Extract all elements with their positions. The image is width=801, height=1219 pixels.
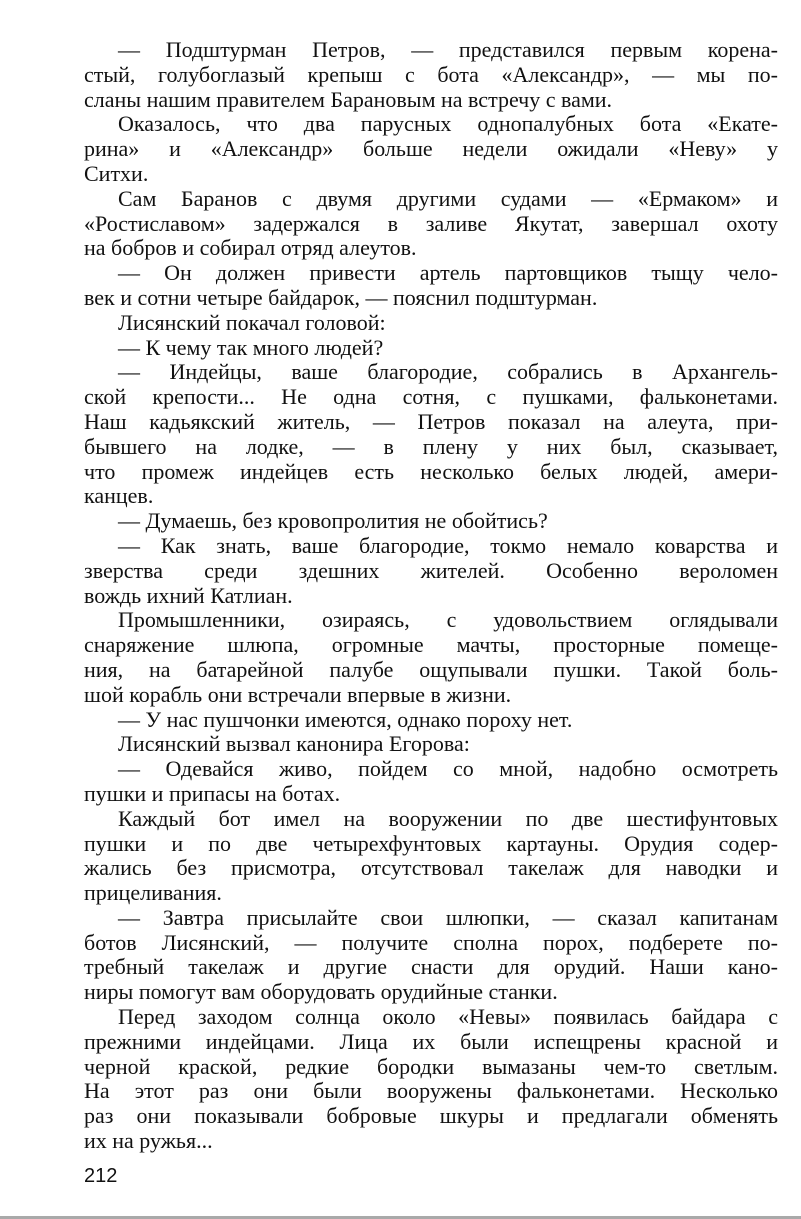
text-line: Каждый бот имел на вооружении по две шестифунтовых	[118, 805, 778, 831]
text-line: пушки и по две четырехфунтовых картауны. Орудия содер-	[84, 830, 778, 856]
text-line: бывшего на лодке, — в плену у них был, сказывает,	[84, 433, 778, 459]
paragraph	[84, 360, 778, 509]
body-text	[84, 38, 778, 1154]
text-line: раз они показывали бобровые шкуры и предлагали обменять	[84, 1103, 778, 1129]
text-line: их на ружья...	[84, 1128, 213, 1154]
paragraph	[84, 906, 778, 1005]
text-line: — Одевайся живо, пойдем со мной, надобно осмотреть	[118, 756, 778, 782]
text-line: ботов Лисянский, — получите сполна порох, подберете по-	[84, 929, 778, 955]
text-line: на бобров и собирал отряд алеутов.	[84, 235, 417, 261]
text-line: — Индейцы, ваше благородие, собрались в Архангель-	[118, 359, 778, 385]
text-line: пушки и припасы на ботах.	[84, 780, 341, 806]
text-line: — У нас пушчонки имеются, однако пороху нет.	[118, 706, 573, 732]
text-line: Лисянский вызвал канонира Егорова:	[118, 731, 470, 757]
text-line: рина» и «Александр» больше недели ожидали «Неву» у	[84, 136, 778, 162]
paragraph	[84, 187, 778, 261]
text-line: ния, на батарейной палубе ощупывали пушки. Такой боль-	[84, 656, 778, 682]
paragraph	[84, 336, 778, 361]
text-line: жались без присмотра, отсутствовал такелаж для наводки и	[84, 855, 778, 881]
text-line: Наш кадьякский житель, — Петров показал на алеута, при-	[84, 408, 778, 434]
text-line: черной краской, редкие бородки вымазаны чем-то светлым.	[84, 1053, 778, 1079]
text-line: ской крепости... Не одна сотня, с пушками, фальконетами.	[84, 384, 778, 410]
text-line: снаряжение шлюпа, огромные мачты, просторные помеще-	[84, 632, 778, 658]
paragraph	[84, 708, 778, 733]
text-line: Лисянский покачал головой:	[118, 309, 386, 335]
text-line: «Ростиславом» задержался в заливе Якутат, завершал охоту	[84, 210, 778, 236]
text-line: прежними индейцами. Лица их были испещрены красной и	[84, 1028, 778, 1054]
text-line: зверства среди здешних жителей. Особенно вероломен	[84, 557, 778, 583]
text-line: век и сотни четыре байдарок, — пояснил подштурман.	[84, 284, 598, 310]
text-line: Промышленники, озираясь, с удовольствием оглядывали	[118, 607, 778, 633]
paragraph	[84, 38, 778, 112]
text-line: Ситхи.	[84, 160, 149, 186]
text-line: — Как знать, ваше благородие, токмо немало коварства и	[118, 532, 778, 558]
paragraph	[84, 509, 778, 534]
text-line: На этот раз они были вооружены фальконетами. Несколько	[84, 1078, 778, 1104]
text-line: — Завтра присылайте свои шлюпки, — сказал капитанам	[118, 904, 778, 930]
paragraph	[84, 112, 778, 186]
text-line: Перед заходом солнца около «Невы» появилась байдара с	[118, 1004, 778, 1030]
text-line: прицеливания.	[84, 880, 222, 906]
text-line: шой корабль они встречали впервые в жизни.	[84, 681, 512, 707]
text-line: — Подштурман Петров, — представился первым корена-	[118, 37, 778, 62]
text-line: что промеж индейцев есть несколько белых людей, амери-	[84, 458, 778, 484]
text-line: Оказалось, что два парусных однопалубных бота «Екате-	[118, 111, 778, 137]
page-number: 212	[84, 1165, 118, 1187]
text-line: — Думаешь, без кровопролития не обойтись?	[118, 508, 548, 534]
text-line: требный такелаж и другие снасти для орудий. Наши кано-	[84, 954, 778, 980]
paragraph	[84, 608, 778, 707]
text-line: Сам Баранов с двумя другими судами — «Ермаком» и	[118, 185, 778, 211]
paragraph	[84, 807, 778, 906]
text-line: ниры помогут вам оборудовать орудийные станки.	[84, 979, 558, 1005]
paragraph	[84, 261, 778, 311]
text-line: сланы нашим правителем Барановым на встречу с вами.	[84, 86, 613, 112]
text-line: — Он должен привести артель партовщиков тыщу чело-	[118, 260, 778, 286]
text-line: вождь ихний Катлиан.	[84, 582, 293, 608]
paragraph	[84, 1005, 778, 1154]
paragraph	[84, 732, 778, 757]
text-line: канцев.	[84, 483, 154, 509]
text-line: — К чему так много людей?	[118, 334, 384, 360]
paragraph	[84, 534, 778, 608]
paragraph	[84, 757, 778, 807]
paragraph	[84, 311, 778, 336]
text-line: стый, голубоглазый крепыш с бота «Александр», — мы по-	[84, 61, 778, 87]
